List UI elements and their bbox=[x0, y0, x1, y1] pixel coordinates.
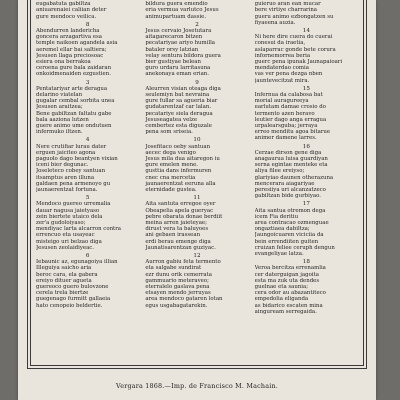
verse-line: paguolo dago beantyen vixian bbox=[36, 156, 118, 163]
stanza-number: 5 bbox=[85, 195, 90, 202]
verse-line: aslaparrac gonde bete corura bbox=[254, 46, 336, 53]
verse-line: Aita santua otremon dega bbox=[254, 207, 326, 214]
verse-line: mendaterdao comia bbox=[254, 65, 309, 72]
verse-line: eugabatuta gabiltza bbox=[36, 1, 91, 8]
verse-line: esiera ona berrakoa bbox=[36, 59, 91, 65]
verse-line: jaunaerentzat eeruna alla bbox=[145, 180, 216, 187]
verse-line: guegenago furmitt gallaeia bbox=[36, 296, 111, 303]
verse-line: icem Fia deritiu bbox=[254, 213, 299, 220]
verse-line: eria vermua varlutco Jesus bbox=[145, 7, 219, 14]
verse-line: delarino viatelan bbox=[36, 92, 83, 98]
verse-line: guro urdaru larritasuna bbox=[145, 65, 211, 72]
verse-line: eternidade gustea. bbox=[145, 187, 197, 194]
verse-line: jauntevecitzat mira. bbox=[254, 77, 310, 84]
verse-line: Jesusen zeolaidiyeac. bbox=[36, 244, 95, 251]
verse-line: conesui da iraetia, bbox=[254, 40, 306, 47]
verse-line: gure mendoco veilica. bbox=[36, 13, 97, 20]
stanza bbox=[36, 253, 139, 309]
poem-columns bbox=[36, 0, 358, 361]
printer-imprint: Vergara 1868.—Imp. de Francisco M. Machain. bbox=[115, 382, 279, 390]
verse-line: egus usgabagatarekin. bbox=[145, 302, 208, 309]
verse-line: aeremel ellar bai saltiera; bbox=[36, 46, 107, 53]
verse-line: pecatariyae ariyo humilla bbox=[145, 40, 216, 47]
verse-line: seulemiyn bat nevraina bbox=[145, 92, 210, 98]
verse-line: gabiltzan bide gurbiyao. bbox=[254, 193, 321, 200]
stanza-number: 15 bbox=[302, 85, 310, 92]
verse-line: anekonaya eman erian. bbox=[145, 71, 209, 78]
stanza bbox=[36, 195, 139, 251]
verse-line: zer'a gudoloiyaso; bbox=[36, 220, 86, 227]
verse-line: jaunaerentzat fortuna. bbox=[36, 187, 98, 194]
stanza bbox=[36, 22, 139, 78]
verse-line: meina arren jaieteyae; bbox=[145, 220, 207, 227]
verse-line: Ni here dire cuera do cuerai bbox=[254, 34, 333, 41]
verse-line: anagaurua luisa guardiyan bbox=[254, 156, 328, 163]
verse-line: Nere crutifiar lurau dater bbox=[36, 143, 107, 150]
verse-line: evangeliyae latza. bbox=[254, 251, 304, 258]
stanza bbox=[255, 0, 358, 26]
stanza bbox=[255, 86, 358, 142]
verse-line: empedolia eliganda bbox=[254, 296, 309, 303]
verse-line: leutier dago anga erragua bbox=[254, 116, 327, 123]
verse-line: errencuo eta usayeac bbox=[36, 232, 95, 239]
stanza bbox=[145, 137, 248, 193]
verse-line: cera odor au abazantiteco bbox=[254, 290, 326, 297]
verse-line: Veroa bercitza errenamlia bbox=[254, 265, 326, 272]
verse-line: bere virtiye charrarina bbox=[254, 7, 318, 14]
verse-line: cruizan feliee ceruph dengun bbox=[254, 244, 335, 251]
stanza-number: 8 bbox=[85, 21, 90, 28]
verse-line: infermuko iltzen. bbox=[36, 129, 83, 136]
verse-line: cembertez esta diguzale bbox=[145, 123, 212, 130]
verse-line: as bidarico escaten mina bbox=[254, 302, 323, 309]
verse-line: Aita santuta erregoe oyer bbox=[145, 201, 216, 208]
verse-line: mencerara aiagariyae bbox=[254, 180, 315, 187]
verse-line: glariyiao daunen otherazuna bbox=[254, 174, 334, 181]
verse-line: animer damene larres. bbox=[254, 135, 317, 142]
document-page bbox=[18, 0, 376, 400]
verse-line: vas ver pena dezga nben bbox=[254, 71, 323, 78]
verse-line: ereiyo dituer agueta bbox=[36, 277, 92, 284]
verse-line: gudatarentzaf car lalan. bbox=[145, 104, 212, 111]
verse-line: esta ma zuk uta dendes bbox=[254, 277, 320, 284]
verse-line: ongaztiaea dabiltza; bbox=[254, 226, 310, 233]
verse-line: galdaen pena armenoyo gu bbox=[36, 180, 111, 187]
verse-line: Jesuseagatea velze bbox=[145, 116, 198, 123]
stanza-number: 3 bbox=[85, 79, 90, 86]
verse-line: dirust vera ta baluyoes bbox=[145, 226, 209, 233]
verse-line: misteigo uri belzao diga bbox=[36, 238, 102, 245]
stanza-number: 18 bbox=[302, 259, 310, 266]
verse-line: guerc pena ipunak Jaunapaioari bbox=[254, 59, 343, 65]
stanza bbox=[255, 28, 358, 84]
verse-line: temple naikoen agandela asia bbox=[36, 40, 118, 47]
verse-line: Infernua da calabosa bat bbox=[254, 92, 323, 98]
verse-line: aniuarenaiei caliian deter bbox=[36, 7, 107, 14]
stanza-number: 14 bbox=[302, 28, 310, 34]
stanza-number: 2 bbox=[195, 21, 199, 28]
verse-line: dauar nagusa jaietyaso bbox=[36, 207, 100, 214]
verse-line: bala aaziona lutzen bbox=[36, 116, 89, 123]
verse-line: area mendoco gataren lotan bbox=[145, 296, 223, 303]
verse-line: fiyaeena auzia. bbox=[254, 19, 296, 26]
verse-line: bildura guera emendio bbox=[145, 1, 208, 8]
verse-line: peresiiya uri alcanzatzeco bbox=[254, 187, 326, 194]
verse-line: hato cenopeio beldertie. bbox=[36, 302, 103, 309]
stanza bbox=[145, 253, 248, 309]
verse-line: eterralelo gaslava pena bbox=[145, 284, 210, 291]
verse-line: cerela trela biertze bbox=[36, 290, 89, 297]
stanza-number: 10 bbox=[193, 137, 201, 144]
verse-line: cnec cna mercetia bbox=[145, 174, 196, 181]
verse-line: erdi berau emenge diga bbox=[145, 238, 211, 245]
verse-line: bataler orsy latzian bbox=[145, 46, 199, 53]
stanza bbox=[145, 195, 248, 251]
stanza bbox=[36, 0, 139, 20]
verse-line: aliya filee ereiyso; bbox=[254, 168, 305, 175]
verse-line: cer daterguigan jagoita bbox=[254, 271, 319, 278]
verse-line: guereoco guero bulovzone bbox=[36, 284, 109, 291]
verse-line: onkoidmenaiden ezgustien. bbox=[36, 71, 111, 78]
verse-line: bier gustiyae belean bbox=[145, 59, 201, 65]
verse-line: area contracao ozmenguae bbox=[254, 220, 329, 227]
verse-line: beroc cara, ela gabera bbox=[36, 271, 98, 278]
stanza bbox=[36, 137, 139, 193]
verse-line: etsayen mendo jerruyas bbox=[145, 290, 211, 297]
verse-line: ezr dunu orik cemerrata bbox=[145, 271, 213, 278]
verse-line: Jaungoicuaren viciciia da bbox=[254, 232, 324, 239]
stanza-number: 4 bbox=[85, 137, 90, 144]
verse-line: velay sentura bildora guera bbox=[145, 52, 221, 59]
verse-line: Abendurren landericha bbox=[36, 27, 100, 34]
verse-line: bein errendiiten guiten bbox=[254, 238, 319, 245]
verse-line: Jaunatisarentzan guziyac. bbox=[145, 244, 216, 251]
verse-line: aitagarecaron bitzen bbox=[145, 34, 203, 41]
verse-line: earlutam damae crosio do bbox=[254, 104, 326, 111]
stanza bbox=[145, 22, 248, 78]
verse-line: Cerzae dirson gene diga bbox=[254, 149, 322, 156]
verse-line: Mendoco guereo urremalia bbox=[36, 201, 111, 208]
verse-line: serna egintae menteke eta bbox=[254, 162, 328, 169]
stanza-number: 12 bbox=[193, 253, 201, 260]
verse-line: Jesus cervaio Josetutara bbox=[145, 27, 212, 34]
verse-line: termento azen beravo bbox=[254, 110, 315, 117]
verse-line: erguen jaiciteo agona bbox=[36, 149, 96, 156]
stanza bbox=[145, 0, 248, 20]
verse-line: gueru animo ezbongatzen su bbox=[254, 13, 334, 20]
verse-line: Bene gabiltzan faltatu gabe bbox=[36, 110, 112, 117]
stanza-number: 17 bbox=[302, 201, 310, 208]
verse-line: Iebaunic az, egunagoiya illian bbox=[36, 259, 118, 266]
poem-border-frame bbox=[30, 0, 364, 366]
verse-line: gugalar cembal sorbita unea bbox=[36, 98, 115, 105]
verse-line: Pentatariyar arte deragua bbox=[36, 85, 108, 92]
verse-line: eta salgabe sundirat bbox=[145, 265, 202, 272]
verse-line: ainguream serregaida. bbox=[254, 308, 317, 315]
verse-line: Josefitaco oeby santuan bbox=[145, 143, 211, 150]
verse-line: pebre obarata donae berdiit bbox=[145, 213, 223, 220]
verse-line: Illeguiya saicho aria bbox=[36, 265, 92, 272]
verse-line: Obeapelia apela gueryac bbox=[145, 207, 214, 214]
poem-column-left bbox=[36, 0, 139, 361]
stanza bbox=[255, 259, 358, 315]
verse-line: erreo menditu agoa bitarue bbox=[254, 129, 331, 136]
verse-line: infornemorrea beria bbox=[254, 52, 311, 59]
verse-line: goncera arzagartiva esa bbox=[36, 34, 103, 41]
stanza bbox=[255, 201, 358, 257]
verse-line: gusttia dans infermuren bbox=[145, 168, 212, 175]
stanza bbox=[145, 80, 248, 136]
verse-line: urpalearsguba; jerraya bbox=[254, 123, 318, 130]
verse-line: gammuario meteraveo; bbox=[145, 277, 209, 284]
verse-line: Joseleteco cobey santuan bbox=[36, 168, 106, 175]
verse-line: guere animo ume ondutuen bbox=[36, 123, 112, 130]
verse-line: guelnae eta saunia; bbox=[254, 284, 309, 291]
verse-line: Jesus mila dua aitaregon iu bbox=[145, 156, 220, 163]
verse-line: animupartuam dassie. bbox=[145, 13, 207, 20]
verse-line: ani gebaen irassean bbox=[145, 232, 201, 239]
stanza bbox=[255, 144, 358, 200]
verse-line: mendiyac larta alcarron contra bbox=[36, 226, 121, 233]
poem-column-right bbox=[255, 0, 358, 361]
verse-line: Jesusen llaga preciosoac bbox=[36, 52, 104, 59]
verse-line: morial auragureeya bbox=[254, 98, 309, 105]
verse-line: gure fullar sa agueria biar bbox=[145, 98, 218, 105]
verse-line: Aurron gabiu feta termento bbox=[145, 259, 221, 266]
verse-line: Jesusen araitzea; bbox=[36, 104, 83, 111]
verse-line: itsamptus aren illuna bbox=[36, 174, 95, 181]
verse-line: guieruo aran ean mucar bbox=[254, 1, 321, 8]
stanza-number: 11 bbox=[193, 195, 201, 202]
stanza-number: 6 bbox=[85, 253, 90, 260]
verse-line: Aleurren visian oteaga diga bbox=[145, 85, 221, 92]
verse-line: pecatariye siela deragua bbox=[145, 110, 213, 117]
stanza-number: 16 bbox=[302, 143, 310, 150]
verse-line: zein biertete utaico dela bbox=[36, 213, 103, 220]
verse-line: pena som sriseia. bbox=[145, 129, 193, 136]
verse-line: iceni bier degunac. bbox=[36, 162, 89, 169]
stanza bbox=[36, 80, 139, 136]
stanza-number: 9 bbox=[195, 79, 199, 86]
verse-line: gure emelen mene. bbox=[145, 162, 198, 169]
verse-line: aecec dega venigo bbox=[145, 149, 196, 156]
verse-line: ceroena gure bala zaidaran bbox=[36, 65, 112, 72]
poem-column-middle bbox=[145, 0, 248, 361]
